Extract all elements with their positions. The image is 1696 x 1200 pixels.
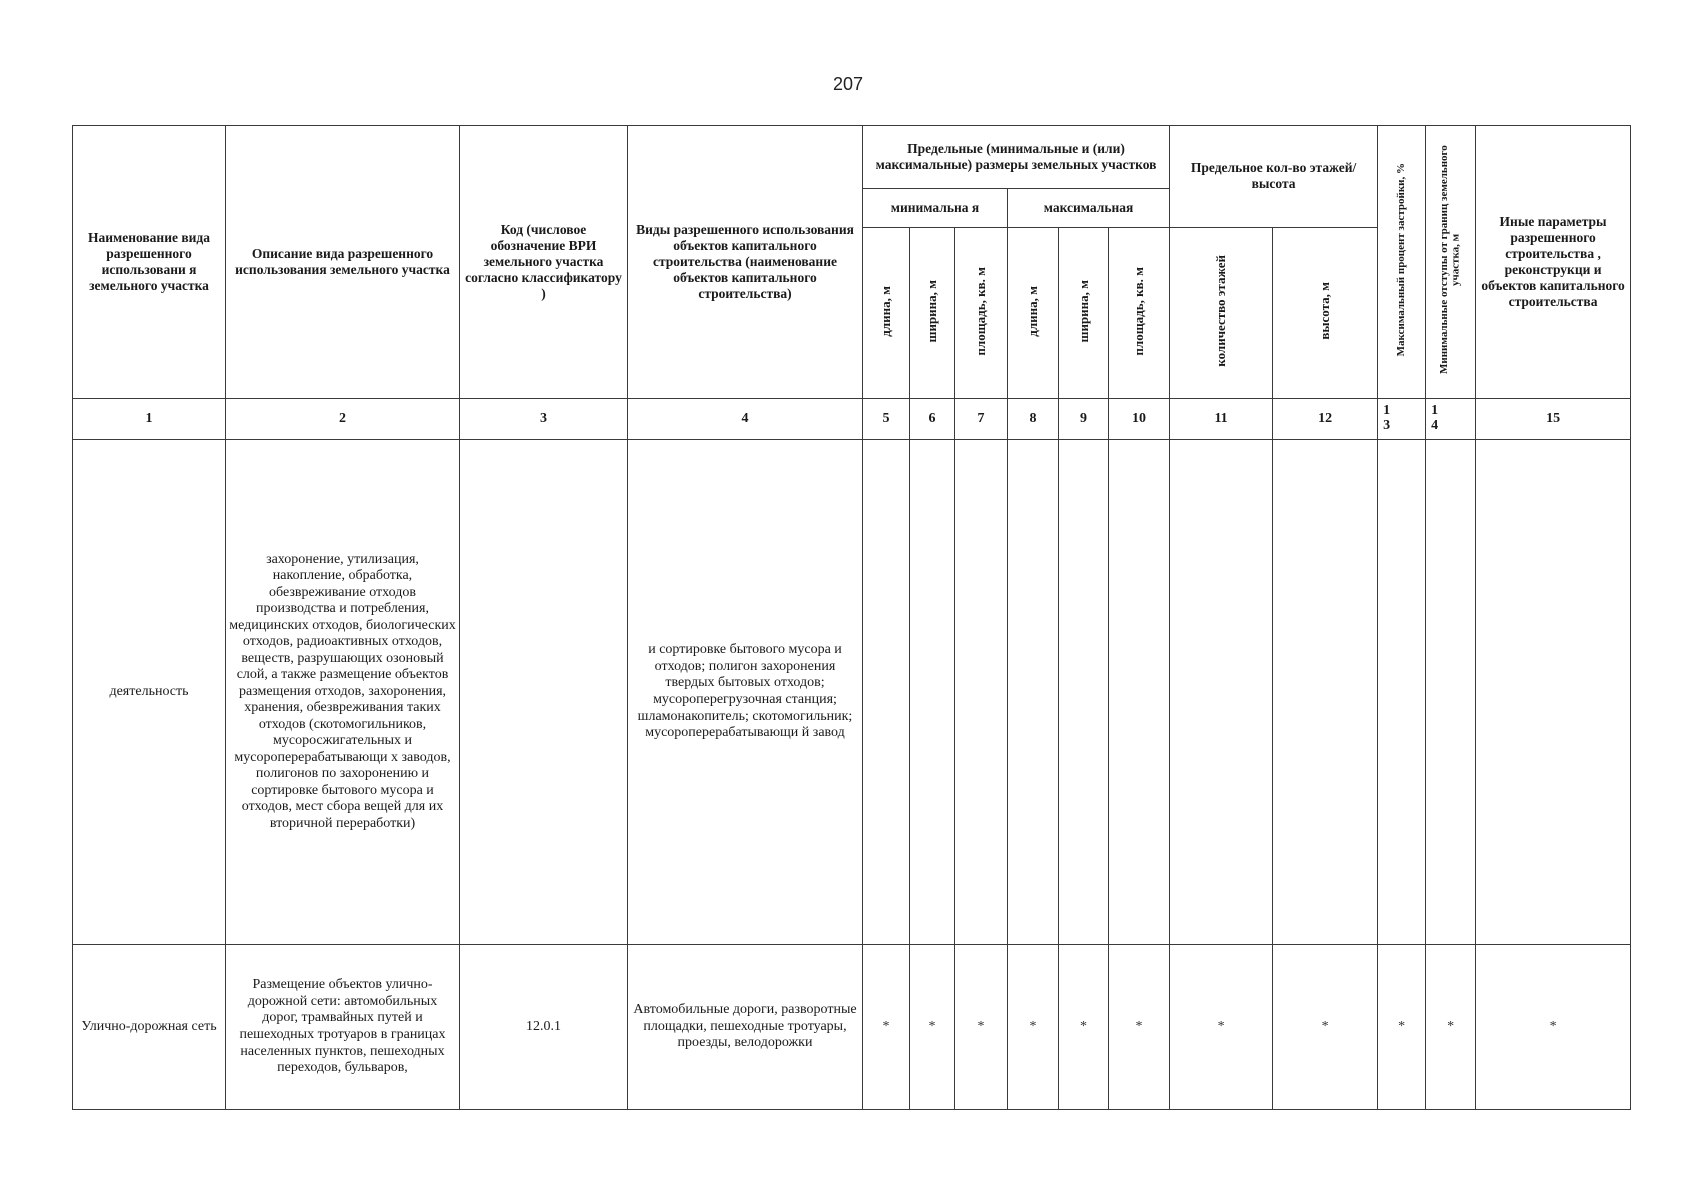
header-min-width	[910, 228, 955, 399]
header-min-length-text: длина, м	[878, 285, 894, 337]
header-min-area-text: площадь, кв. м	[973, 266, 989, 356]
header-kinds: Виды разрешенного использования объектов капитального строительства (наименование объектов капитального строительства)	[628, 126, 863, 399]
cell-value: *	[1008, 945, 1059, 1110]
column-number: 12	[1273, 399, 1378, 440]
cell-value	[1170, 440, 1273, 945]
cell-kinds: Автомобильные дороги, разворотные площадки, пешеходные тротуары, проезды, велодорожки	[628, 945, 863, 1110]
column-number-row	[73, 399, 1631, 440]
header-setback	[1426, 126, 1476, 399]
cell-name: деятельность	[73, 440, 226, 945]
cell-value: *	[863, 945, 910, 1110]
header-floors-group: Предельное кол-во этажей/высота	[1170, 126, 1378, 228]
cell-value	[1008, 440, 1059, 945]
header-setback-text: Минимальные отступы от границ земельного участка, м	[1438, 145, 1462, 375]
cell-value	[1476, 440, 1631, 945]
header-min: минимальна я	[863, 189, 1008, 228]
header-max-area	[1109, 228, 1170, 399]
cell-value	[1378, 440, 1426, 945]
header-floors-text: количество этажей	[1213, 255, 1229, 367]
page-number: 207	[832, 74, 864, 94]
cell-value	[1109, 440, 1170, 945]
cell-kinds: и сортировке бытового мусора и отходов; полигон захоронения твердых бытовых отходов; мусороперегрузочная станция; шламонакопитель; скотомогильник; мусороперерабатывающи й завод	[628, 440, 863, 945]
cell-value: *	[1059, 945, 1109, 1110]
column-number: 8	[1008, 399, 1059, 440]
header-floors	[1170, 228, 1273, 399]
cell-value	[910, 440, 955, 945]
cell-description: захоронение, утилизация, накопление, обработка, обезвреживание отходов производства и потребления, медицинских отходов, биологических отходов, радиоактивных отходов, веществ, разрушающих озоновый слой, а также размещение объектов размещения отходов, захоронения, хранения, обезвреживания таких отходов (скотомогильников, мусоросжигательных и мусороперерабатывающи х заводов, полигонов по захоронению и сортировке бытового мусора и отходов, мест сбора вещей для их вторичной переработки)	[226, 440, 460, 945]
header-max-length	[1008, 228, 1059, 399]
header-name: Наименование вида разрешенного использовани я земельного участка	[73, 126, 226, 399]
cell-code	[460, 440, 628, 945]
column-number: 11	[1170, 399, 1273, 440]
column-number: 1	[73, 399, 226, 440]
header-build-percent-text: Максимальный процент застройки, %	[1394, 163, 1407, 357]
cell-value: *	[1109, 945, 1170, 1110]
cell-value	[863, 440, 910, 945]
column-number: 10	[1109, 399, 1170, 440]
header-max-width-text: ширина, м	[1075, 279, 1091, 343]
cell-code: 12.0.1	[460, 945, 628, 1110]
column-number: 4	[628, 399, 863, 440]
regulations-table	[72, 125, 1631, 1110]
header-code: Код (числовое обозначение ВРИ земельного участка согласно классификатору )	[460, 126, 628, 399]
table-row	[73, 945, 1631, 1110]
header-height-text: высота, м	[1317, 282, 1333, 340]
column-number: 1 3	[1378, 399, 1426, 440]
cell-value: *	[1426, 945, 1476, 1110]
cell-value: *	[910, 945, 955, 1110]
header-build-percent	[1378, 126, 1426, 399]
cell-value	[1059, 440, 1109, 945]
cell-value: *	[1273, 945, 1378, 1110]
column-number: 5	[863, 399, 910, 440]
header-limits-group: Предельные (минимальные и (или) максимальные) размеры земельных участков	[863, 126, 1170, 189]
cell-value	[1426, 440, 1476, 945]
column-number: 9	[1059, 399, 1109, 440]
header-height	[1273, 228, 1378, 399]
header-max-width	[1059, 228, 1109, 399]
column-number: 1 4	[1426, 399, 1476, 440]
header-min-length	[863, 228, 910, 399]
cell-value: *	[955, 945, 1008, 1110]
header-max: максимальная	[1008, 189, 1170, 228]
column-number: 3	[460, 399, 628, 440]
header-max-length-text: длина, м	[1025, 285, 1041, 337]
header-description: Описание вида разрешенного использования земельного участка	[226, 126, 460, 399]
column-number: 6	[910, 399, 955, 440]
header-max-area-text: площадь, кв. м	[1131, 266, 1147, 356]
header-min-area	[955, 228, 1008, 399]
cell-description: Размещение объектов улично-дорожной сети: автомобильных дорог, трамвайных путей и пешеходных тротуаров в границах населенных пунктов, пешеходных переходов, бульваров,	[226, 945, 460, 1110]
column-number: 7	[955, 399, 1008, 440]
header-other: Иные параметры разрешенного строительства , реконструкци и объектов капитального строительства	[1476, 126, 1631, 399]
header-min-width-text: ширина, м	[924, 279, 940, 343]
cell-value	[955, 440, 1008, 945]
cell-value: *	[1378, 945, 1426, 1110]
table-row	[73, 440, 1631, 945]
column-number: 2	[226, 399, 460, 440]
cell-value	[1273, 440, 1378, 945]
cell-value: *	[1170, 945, 1273, 1110]
cell-name: Улично-дорожная сеть	[73, 945, 226, 1110]
cell-value: *	[1476, 945, 1631, 1110]
column-number: 15	[1476, 399, 1631, 440]
